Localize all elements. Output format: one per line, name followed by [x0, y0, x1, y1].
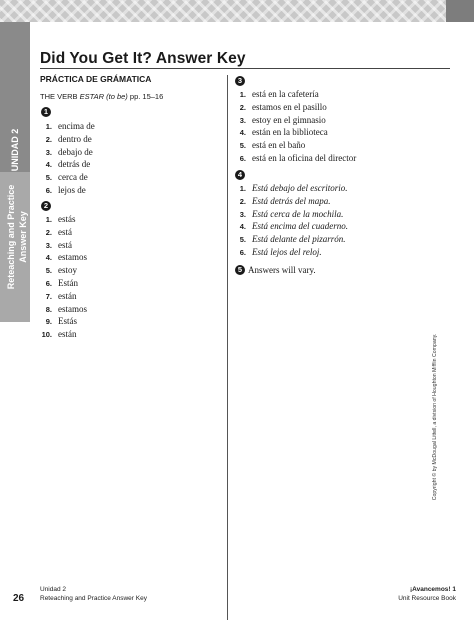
exercise-1-badge: 1 — [41, 107, 51, 117]
answer-text: estoy — [58, 265, 77, 276]
answer-number: 7. — [45, 291, 52, 301]
answer-item — [234, 127, 328, 137]
answer-number: 6. — [45, 186, 52, 195]
answer-number: 8. — [45, 304, 52, 314]
header-corner-block — [446, 0, 474, 22]
answer-text: está — [58, 226, 72, 237]
answer-item — [40, 252, 87, 262]
answer-item — [40, 134, 92, 144]
page-title: Did You Get It? Answer Key — [40, 50, 246, 67]
page-number: 26 — [13, 593, 25, 604]
answer-number: 3. — [45, 240, 52, 250]
footer-left — [40, 585, 147, 603]
answer-text: estamos en el pasillo — [252, 101, 327, 112]
verb-italic: ESTAR (to be) — [79, 92, 128, 101]
answer-item — [234, 183, 348, 193]
answer-text: encima de — [58, 121, 95, 131]
answer-text: cerca de — [58, 172, 88, 183]
answer-item — [40, 172, 88, 182]
answer-text: Está lejos del reloj. — [252, 247, 322, 257]
answer-item — [234, 102, 327, 112]
decorative-header-band — [0, 0, 474, 22]
answer-item — [40, 304, 87, 314]
section-heading: PRÁCTICA DE GRÁMATICA — [40, 74, 152, 84]
answer-number: 2. — [45, 227, 52, 237]
verb-subheading — [40, 92, 163, 101]
answer-item — [234, 196, 331, 206]
answer-number: 5. — [45, 266, 52, 276]
answer-number: 2. — [45, 134, 52, 144]
answer-text: Está delante del pizarrón. — [252, 234, 346, 245]
answer-item — [40, 291, 77, 301]
answer-item — [40, 278, 78, 288]
answer-text: está en la oficina del director — [252, 153, 357, 163]
answer-item — [40, 121, 95, 131]
answer-item — [40, 227, 72, 237]
answer-number: 1. — [239, 90, 246, 99]
answer-number: 4. — [45, 253, 52, 263]
exercise-3-badge: 3 — [235, 76, 245, 86]
column-divider — [227, 75, 228, 620]
answer-item — [234, 115, 326, 125]
answer-item — [40, 240, 72, 250]
answer-number: 6. — [239, 154, 246, 163]
footer-book-title: Unit Resource Book — [398, 595, 456, 602]
answer-item — [234, 153, 356, 163]
answer-text: está en la cafetería — [252, 89, 319, 99]
side-tab-unit-label: UNIDAD 2 — [10, 128, 20, 172]
answer-text: estoy en el gimnasio — [252, 114, 326, 125]
footer-book-section: Reteaching and Practice Answer Key — [40, 595, 147, 602]
side-tab-title-line1: Reteaching and Practice — [6, 184, 16, 290]
side-tab-title-line2: Answer Key — [18, 211, 28, 263]
header-pattern — [0, 0, 474, 22]
answer-text: está en el baño — [252, 140, 306, 151]
answer-number: 6. — [239, 248, 246, 257]
verb-prefix: THE VERB — [40, 92, 80, 101]
answer-text: debajo de — [58, 146, 93, 157]
answer-item — [40, 316, 77, 326]
answer-number: 5. — [239, 235, 246, 245]
exercise-4-badge: 4 — [235, 170, 245, 180]
verb-pages: pp. 15–16 — [127, 92, 164, 101]
answer-item — [234, 247, 322, 257]
answer-text: están — [58, 329, 77, 340]
answer-number: 3. — [239, 209, 246, 219]
answer-text: Estás — [58, 316, 77, 327]
copyright-notice: Copyright © by McDougal Littell, a division of Houghton Mifflin Company. — [432, 333, 438, 501]
answer-text: están — [58, 290, 77, 301]
answer-number: 4. — [239, 222, 246, 232]
answer-text: dentro de — [58, 133, 92, 144]
answer-item — [40, 185, 86, 195]
answer-item — [40, 147, 93, 157]
answer-item — [40, 214, 76, 224]
answer-number: 1. — [239, 184, 246, 193]
answer-text: Están — [58, 278, 78, 288]
footer-unit: Unidad 2 — [40, 586, 67, 593]
answer-text: estamos — [58, 303, 87, 314]
answer-text: estamos — [58, 252, 87, 263]
exercise-2-badge: 2 — [41, 201, 51, 211]
answer-text: está — [58, 239, 72, 250]
answer-number: 1. — [45, 122, 52, 131]
answer-number: 3. — [239, 115, 246, 125]
answer-text: Está detrás del mapa. — [252, 195, 331, 206]
answer-item — [234, 209, 343, 219]
answer-number: 5. — [239, 141, 246, 151]
exercise-5-badge: 5 — [235, 265, 245, 275]
answer-text: detrás de — [58, 159, 91, 170]
answer-number: 5. — [45, 173, 52, 183]
answer-text: estás — [58, 214, 76, 224]
answer-text: lejos de — [58, 185, 86, 195]
answer-number: 9. — [45, 317, 52, 327]
answer-number: 1. — [45, 215, 52, 224]
answer-text: Está cerca de la mochila. — [252, 208, 344, 219]
answer-number: 2. — [239, 102, 246, 112]
answer-item — [234, 221, 348, 231]
answer-number: 4. — [239, 128, 246, 138]
answer-text: Está encima del cuaderno. — [252, 221, 348, 232]
answer-item — [40, 329, 77, 339]
answer-item — [234, 89, 319, 99]
answer-number: 2. — [239, 196, 246, 206]
answer-text: Está debajo del escritorio. — [252, 183, 348, 193]
answer-item — [234, 234, 346, 244]
answer-item — [40, 159, 90, 169]
exercise-5-answer: Answers will vary. — [248, 265, 316, 275]
answer-number: 10. — [41, 330, 52, 340]
footer-series-title: ¡Avancemos! 1 — [410, 586, 456, 593]
answer-number: 3. — [45, 147, 52, 157]
answer-text: están en la biblioteca — [252, 127, 328, 138]
answer-number: 6. — [45, 279, 52, 288]
answer-item — [40, 265, 77, 275]
answer-item — [234, 140, 305, 150]
footer-right — [398, 585, 456, 603]
answer-number: 4. — [45, 160, 52, 170]
title-divider — [40, 68, 450, 69]
